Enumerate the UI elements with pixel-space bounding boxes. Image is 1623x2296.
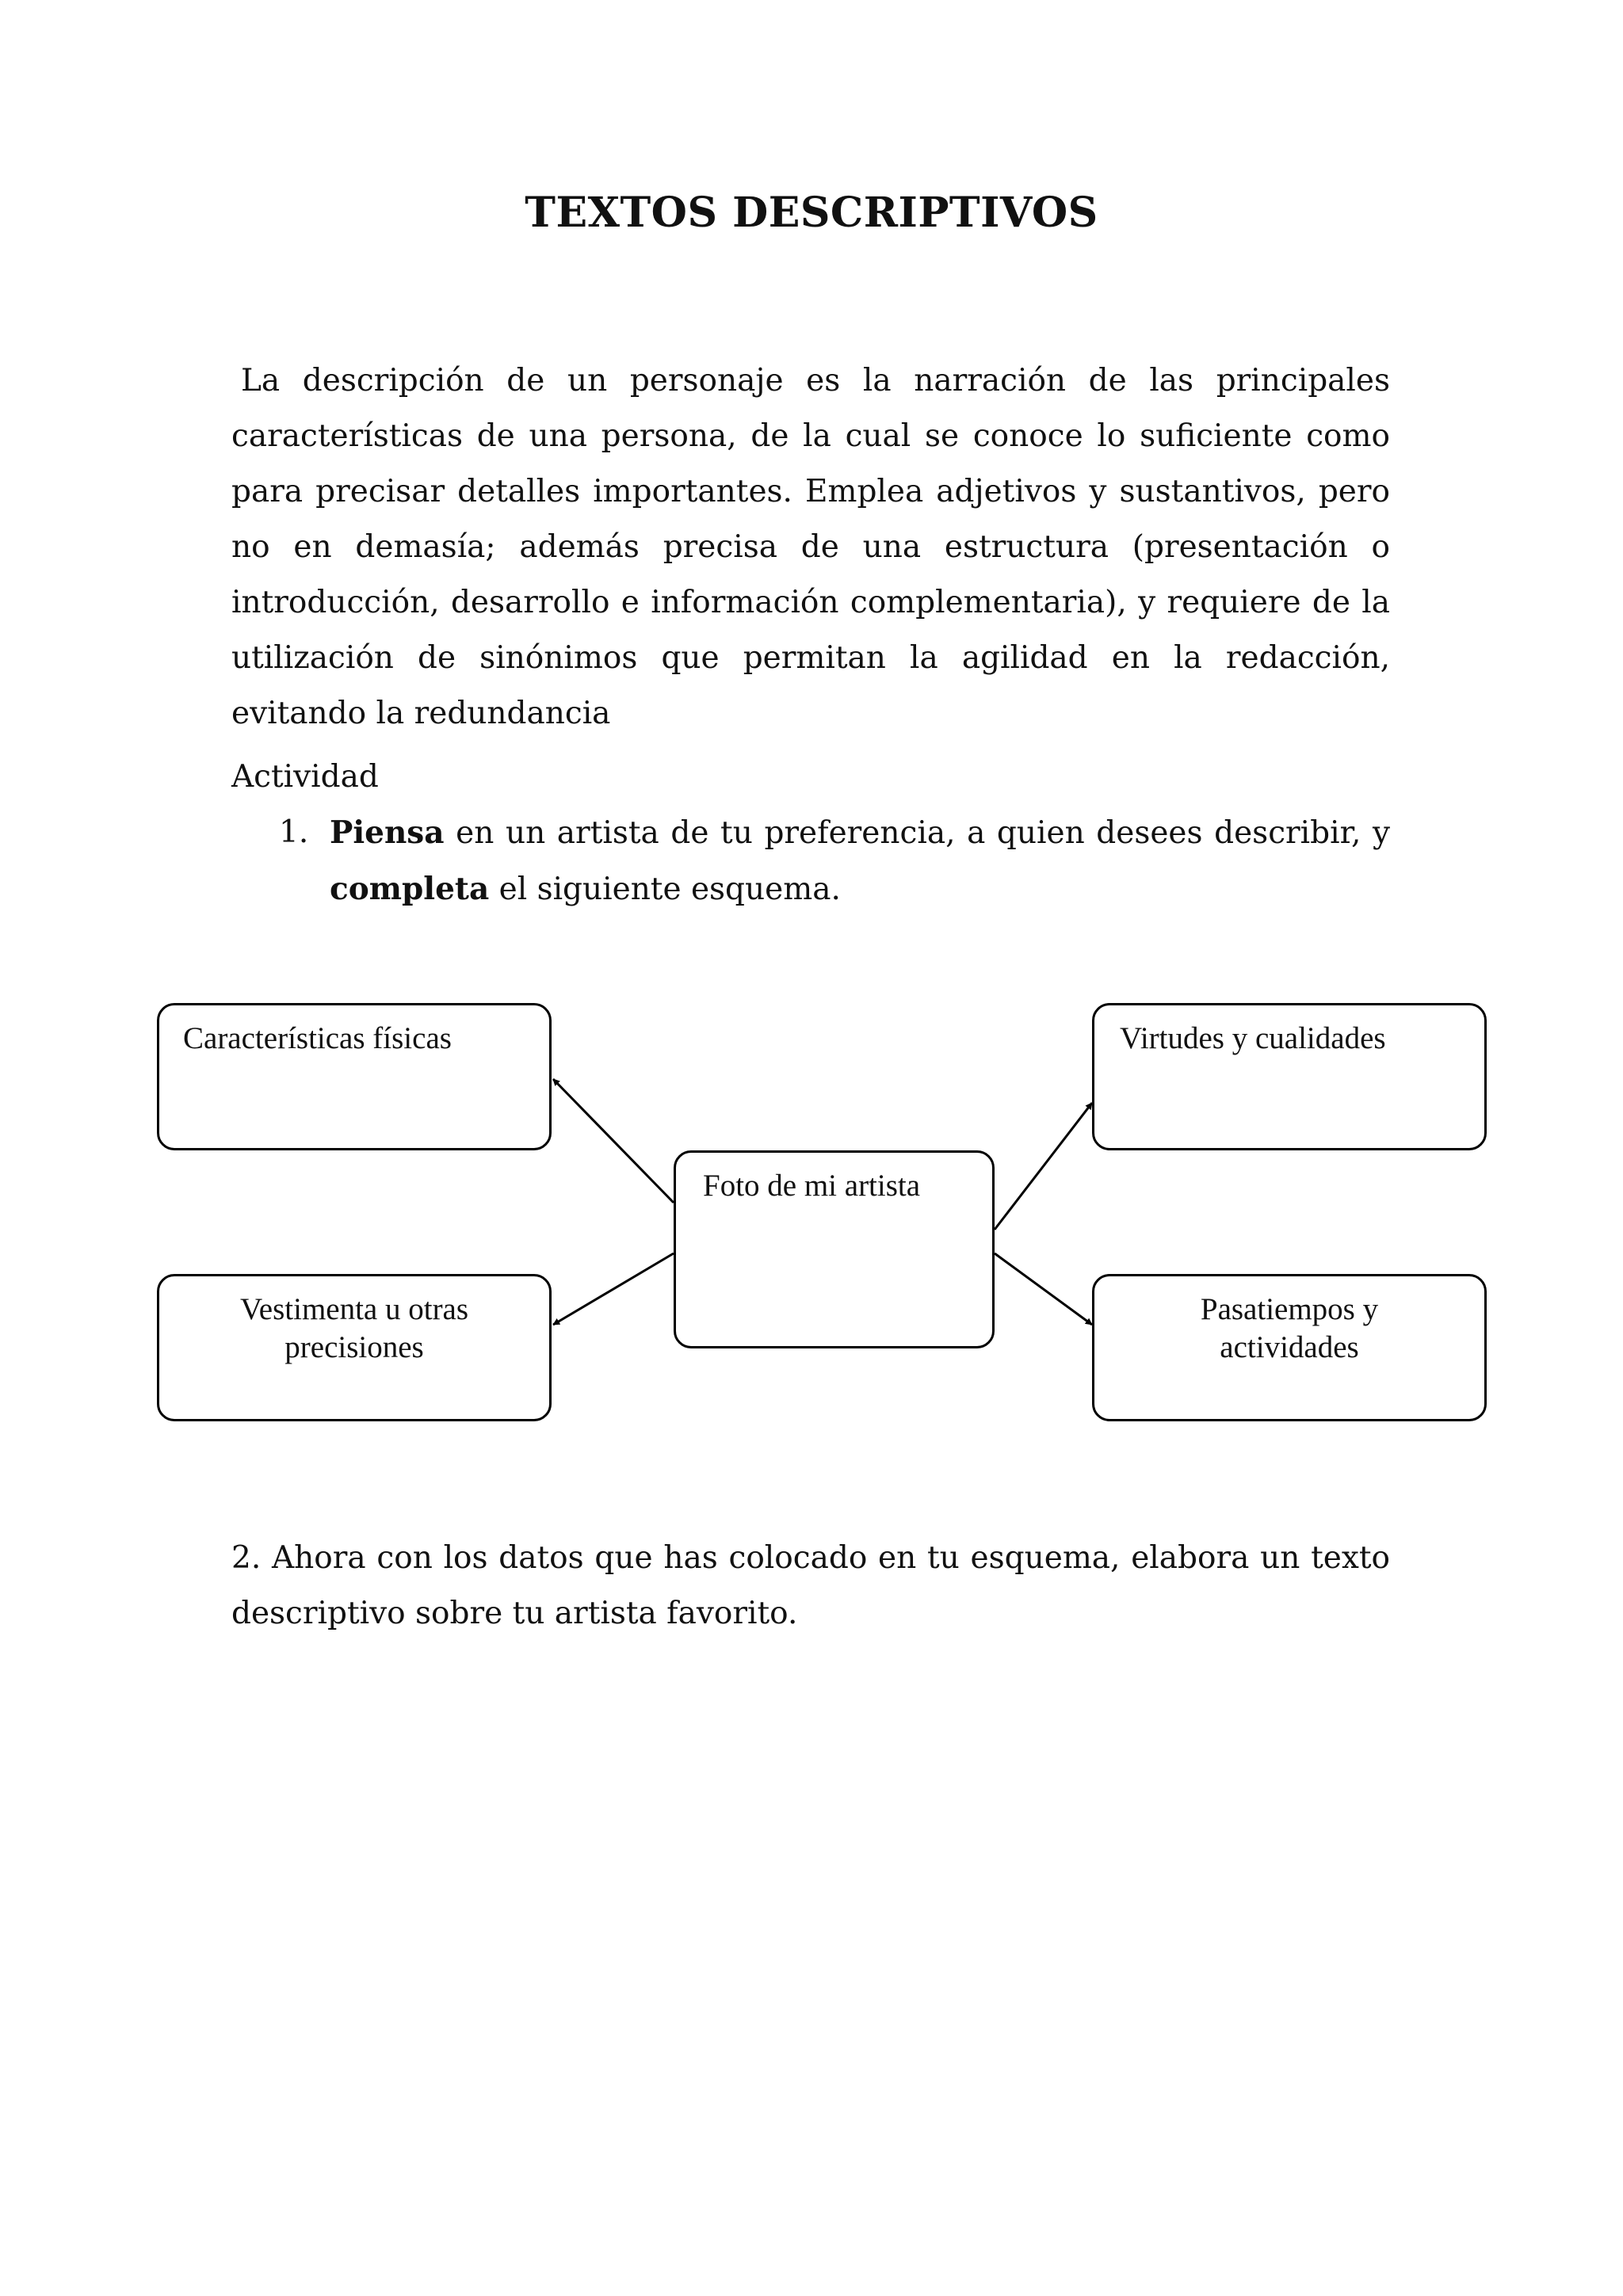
- task-one-verb-complete: completa: [330, 871, 490, 907]
- hobbies-box: [1092, 1274, 1487, 1421]
- task-one-text-part1: en un artista de tu preferencia, a quien desees describir, y: [444, 815, 1390, 851]
- clothing-box: [157, 1274, 552, 1421]
- arrow-to-hobbies: [995, 1253, 1092, 1325]
- task-one: [231, 805, 1390, 917]
- task-two: 2. Ahora con los datos que has colocado en tu esquema, elabora un texto descriptivo sobre tu artista favorito.: [231, 1540, 1390, 1631]
- arrow-to-virtues: [995, 1103, 1092, 1230]
- artist-photo-box: [674, 1150, 995, 1348]
- artist-photo-label: Foto de mi artista: [703, 1169, 921, 1203]
- arrow-to-physical: [553, 1079, 674, 1203]
- task-one-text: [330, 805, 1390, 917]
- page-title: TEXTOS DESCRIPTIVOS: [525, 189, 1098, 237]
- activity-heading: Actividad: [231, 759, 379, 795]
- virtues-label: Virtudes y cualidades: [1120, 1021, 1386, 1055]
- intro-paragraph: La descripción de un personaje es la narración de las principales características de una persona, de la cual se conoce lo suficiente como para precisar detalles importantes. Emplea adjetivos y sustantivos, pero no en demasía; además precisa de una estructura (presentación o introducción, desarrollo e información complementaria), y requiere de la utilización de sinónimos que permitan la agilidad en la redacción, evitando la redundancia: [231, 363, 1390, 731]
- task-one-number: 1.: [279, 814, 309, 850]
- hobbies-label-line1: Pasatiempos y: [1200, 1292, 1379, 1326]
- physical-traits-label: Características físicas: [183, 1021, 452, 1055]
- task-one-text-part2: el siguiente esquema.: [489, 871, 841, 907]
- virtues-box: [1092, 1003, 1487, 1150]
- arrow-to-clothing: [553, 1253, 674, 1325]
- physical-traits-box: [157, 1003, 552, 1150]
- task-one-verb-think: Piensa: [330, 814, 445, 851]
- hobbies-label-line2: actividades: [1220, 1330, 1359, 1364]
- clothing-label-line1: Vestimenta u otras: [239, 1292, 469, 1326]
- clothing-label-line2: precisiones: [285, 1330, 424, 1364]
